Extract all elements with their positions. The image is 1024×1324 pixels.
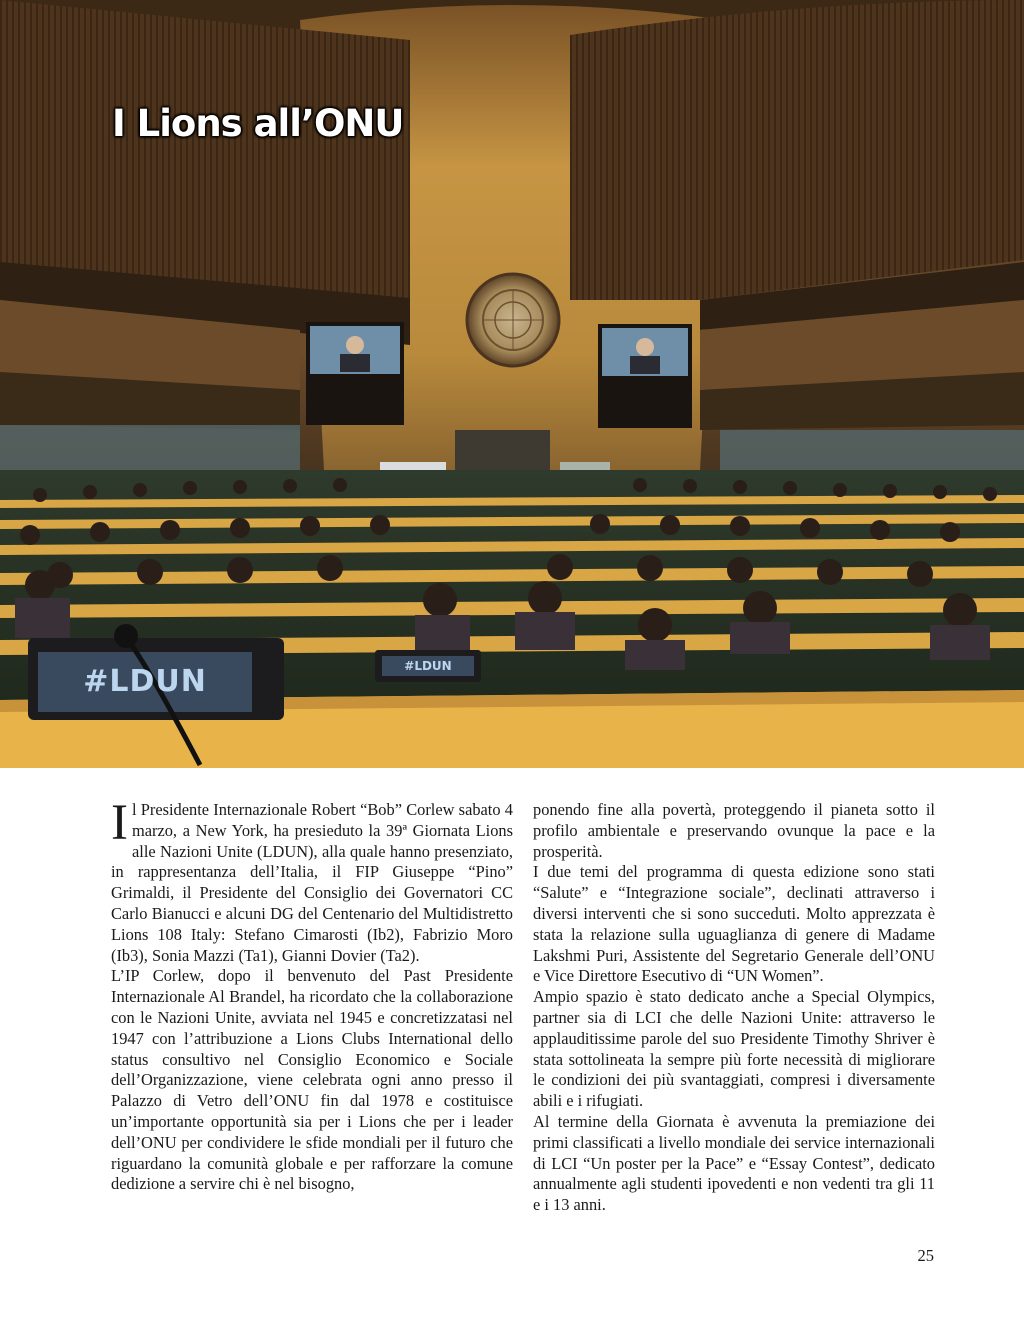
drop-cap: I (111, 795, 128, 851)
paragraph-5: Ampio spazio è stato dedicato anche a Special Olympics, partner sia di LCI che delle Nazioni Unite: attraverso le applauditissime parole del suo Presidente Timothy Shriver è stata sottolineata la sempre più forte necessità di migliorare le condizioni dei più svantaggiati, compresi i diversamente abili e i rifugiati. (533, 987, 935, 1111)
paragraph-6: Al termine della Giornata è avvenuta la premiazione dei primi classificati a livello mondiale dei service internazionali di LCI “Un poster per la Pace” e “Essay Contest”, dedicato annualmente agli studenti ipovedenti e non vedenti tra gli 11 e i 13 anni. (533, 1111, 935, 1215)
paragraph-2: L’IP Corlew, dopo il benvenuto del Past Presidente Internazionale Al Brandel, ha ricordato che la collaborazione con le Nazioni Unite, avviata nel 1945 e concretizzatasi nel 1947 con l’attribuzione a Lions Clubs International dello status consultivo nel Consiglio Economico e Sociale dell’Organizzazione, viene celebrata ogni anno presso il Palazzo di Vetro dell’ONU fin dal 1978 e costituisce un’importante opportunità sia per i Lions che per i leader dell’ONU per condividere le sfide mondiali per il futuro che riguardano la comunità globale e per rafforzare la comune dedizione a servire chi è nel bisogno, (111, 966, 513, 1194)
paragraph-1 (111, 795, 513, 966)
ldun-sign-small-text: #LDUN (404, 659, 452, 673)
microphone-icon (114, 624, 138, 648)
paragraph-4: I due temi del programma di questa edizione sono stati “Salute” e “Integrazione sociale”, declinati attraverso i diversi interventi che si sono succeduti. Molto apprezzata è stata la relazione sulla uguaglianza di genere di Madame Lakshmi Puri, Assistente del Segretario Generale dell’ONU e Vice Direttore Esecutivo di “UN Women”. (533, 862, 935, 986)
ldun-sign-large-text: #LDUN (83, 664, 207, 699)
paragraph-3: ponendo fine alla povertà, proteggendo il pianeta sotto il profilo ambientale e preservando ovunque la pace e la prosperità. (533, 800, 935, 861)
right-slat-wall (570, 0, 1024, 300)
page-number: 25 (917, 1246, 934, 1265)
article-right-column (533, 800, 935, 1216)
paragraph-1-text: l Presidente Internazionale Robert “Bob” Corlew sabato 4 marzo, a New York, ha presieduto la 39ª Giornata Lions alle Nazioni Unite (LDUN), alla quale hanno presenziato, in rappresentanza dell’Italia, il FIP Giuseppe “Pino” Grimaldi, il Presidente del Consiglio dei Governatori CC Carlo Bianucci e alcuni DG del Centenario del Multidistretto Lions 108 Italy: Stefano Cimarosti (Ib2), Fabrizio Moro (Ib3), Sonia Mazzi (Ta1), Gianni Dovier (Ta2). (111, 800, 513, 965)
article-left-column (111, 795, 513, 1195)
page-title: I Lions all’ONU (112, 102, 404, 145)
